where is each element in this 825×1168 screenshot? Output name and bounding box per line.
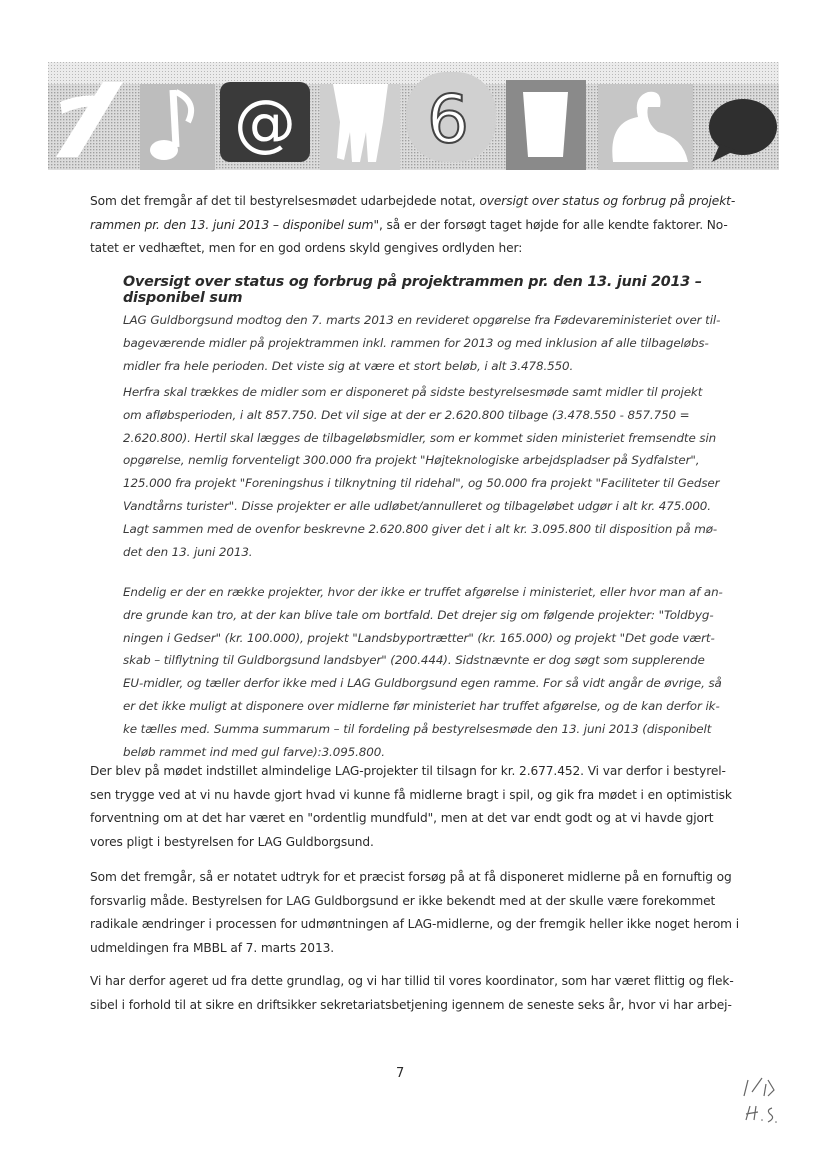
intro-text-part1: Som det fremgår af det til bestyrelsesmødet udarbejdede notat, — [90, 194, 480, 208]
body-paragraph-1: Der blev på mødet indstillet almindelige LAG-projekter til tilsagn for kr. 2.677.452. Vi var derfor i bestyrel-sen trygge ved at vi nu havde gjort hvad vi kunne få midlerne bragt i spil, og gik fra mødet i en optimistisk forventning om at det har været en "ordentlig mundfuld", men at det var endt godt og at vi havde gjort vores pligt i bestyrelsen for LAG Guldborgsund. — [90, 764, 732, 849]
intro-text-part2: , så er der forsøgt taget højde for alle kendte faktorer. No-tatet er vedhæftet, men for en god ordens skyld gengives ordlyden her: — [90, 217, 728, 255]
handwritten-initials — [738, 1070, 798, 1130]
hand-icon — [320, 84, 400, 170]
at-sign-icon — [220, 82, 310, 162]
header-banner — [48, 62, 779, 170]
glass-icon — [506, 80, 586, 170]
intro-italic-title: oversigt over status og forbrug på projekt-rammen pr. den 13. juni 2013 – disponibel sum" — [90, 194, 736, 232]
body-paragraph-2: Som det fremgår, så er notatet udtryk for et præcist forsøg på at få disponeret midlerne på en fornuftig og forsvarlig måde. Bestyrelsen for LAG Guldborgsund er ikke bekendt med at der skulle være forekommet radikale ændringer i processen for udmøntningen af LAG-midlerne, og der fremgik heller ikke noget herom i udmeldingen fra MBBL af 7. marts 2013. — [90, 870, 740, 955]
quote-title: Oversigt over status og forbrug på projektrammen pr. den 13. juni 2013 – disponibel sum — [123, 274, 702, 306]
page-number: 7 — [396, 1066, 405, 1081]
quote-paragraph-2: Herfra skal trækkes de midler som er disponeret på sidste bestyrelsesmøde samt midler til projekt om afløbsperioden, i alt 857.750. Det vil sige at der er 2.620.800 tilbage (3.478.550 - 857.750 = 2.620.800). Hertil skal lægges de tilbageløbsmidler, som er kommet siden ministeriet fremsendte sin opgørelse, nemlig forventeligt 300.000 fra projekt "Højteknologiske arbejdspladser på Sydfalster", 125.000 fra projekt "Foreningshus i tilknytning til ridehal", og 50.000 fra projekt "Faciliteter til Gedser Vandtårns turister". Disse projekter er alle udløbet/annulleret og tilbageløbet udgør i alt kr. 475.000. Lagt sammen med de ovenfor beskrevne 2.620.800 giver det i alt kr. 3.095.800 til disposition på mø-det den 13. juni 2013. — [123, 385, 720, 559]
swan-icon — [598, 84, 693, 170]
quote-paragraph-3: Endelig er der en række projekter, hvor der ikke er truffet afgørelse i ministeriet, eller hvor man af an-dre grunde kan tro, at der kan blive tale om bortfald. Det drejer sig om følgende projekter: "Toldbyg-ningen i Gedser" (kr. 100.000), projekt "Landsbyportrætter" (kr. 165.000) og projekt "Det gode vært-skab – tilflytning til Guldborgsund landsbyer" (200.444). Sidstnævnte er dog søgt som supplerende EU-midler, og tæller derfor ikke med i LAG Guldborgsund egen ramme. For så vidt angår de øvrige, så er det ikke muligt at disponere over midlerne før ministeriet har truffet afgørelse, og de kan derfor ik-ke tælles med. Summa summarum – til fordeling på bestyrelsesmøde den 13. juni 2013 (disponibelt beløb rammet ind med gul farve):3.095.800. — [123, 585, 723, 759]
music-note-icon — [140, 84, 215, 170]
intro-paragraph — [90, 190, 740, 261]
quote-paragraph-1: LAG Guldborgsund modtog den 7. marts 2013 en revideret opgørelse fra Fødevareministeriet over til-bageværende midler på projektrammen inkl. rammen for 2013 og med inklusion af alle tilbageløbs-midler fra hele perioden. Det viste sig at være et stort beløb, i alt 3.478.550. — [123, 313, 721, 373]
body-paragraph-3: Vi har derfor ageret ud fra dette grundlag, og vi har tillid til vores koordinator, som har været flittig og flek-sibel i forhold til at sikre en driftsikker sekretariatsbetjening igennem de seneste seks år, hvor vi har arbej- — [90, 974, 734, 1012]
number-six-icon — [406, 72, 496, 162]
svg-text:6: 6 — [427, 81, 469, 158]
svg-text:@: @ — [234, 86, 296, 159]
